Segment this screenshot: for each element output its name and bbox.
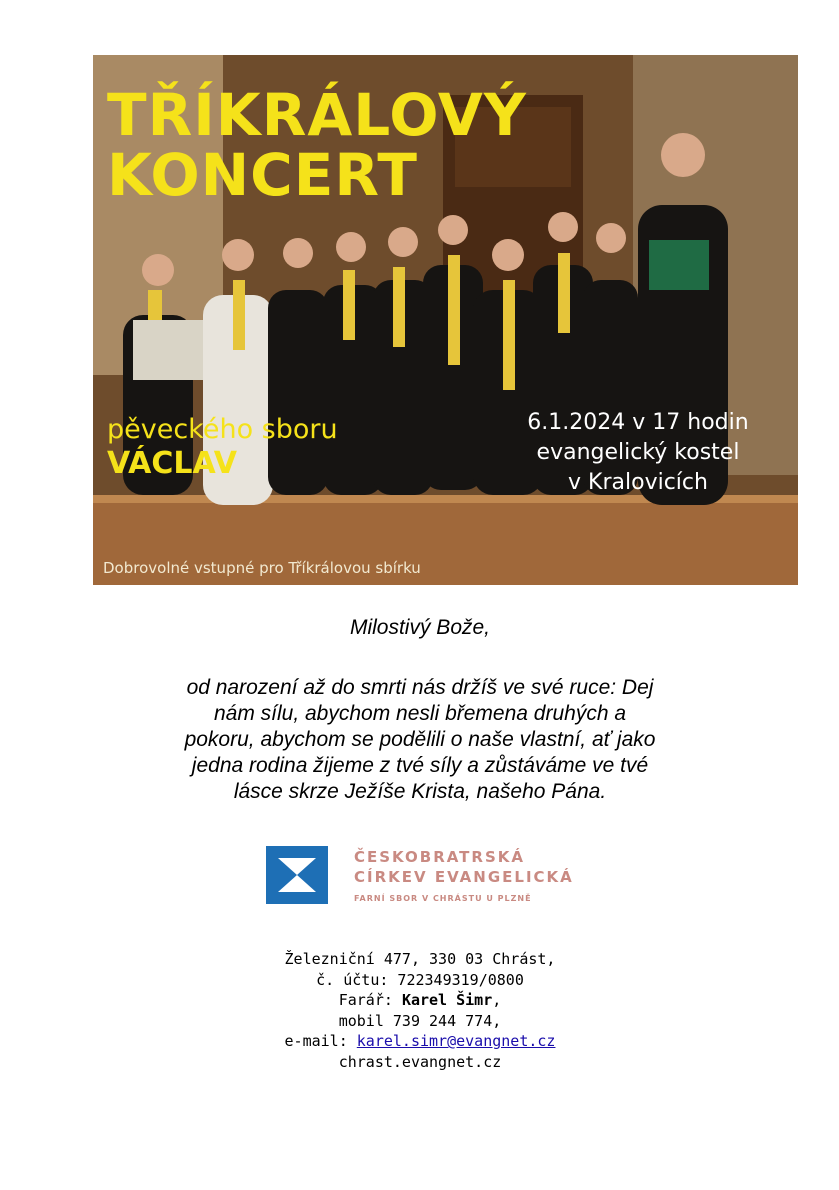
poster-title-line2: KONCERT bbox=[107, 141, 418, 209]
contact-address: Železniční 477, 330 03 Chrást, bbox=[284, 950, 556, 968]
prayer-line: od narození až do smrti nás držíš ve své ruce: Dej bbox=[186, 676, 654, 699]
contact-pastor bbox=[200, 990, 640, 1011]
poster-event-info bbox=[508, 408, 768, 498]
poster-title-line1: TŘÍKRÁLOVÝ bbox=[107, 81, 527, 149]
prayer-body bbox=[140, 675, 700, 805]
contact-email-prefix: e-mail: bbox=[284, 1032, 357, 1050]
contact-account: č. účtu: 722349319/0800 bbox=[316, 970, 524, 989]
poster-footnote: Dobrovolné vstupné pro Tříkrálovou sbírku bbox=[103, 559, 421, 577]
prayer-line: pokoru, abychom se podělili o naše vlastní, ať jako bbox=[184, 728, 656, 751]
contact-pastor-suffix: , bbox=[492, 991, 502, 1009]
contact-email-row bbox=[200, 1031, 640, 1052]
logo-text-line2: CÍRKEV EVANGELICKÁ bbox=[354, 868, 574, 886]
prayer-line: lásce skrze Ježíše Krista, našeho Pána. bbox=[233, 780, 607, 803]
contact-info bbox=[200, 949, 640, 1072]
poster-venue-line2: v Kralovicích bbox=[568, 470, 708, 495]
poster-venue-line1: evangelický kostel bbox=[536, 440, 740, 465]
chalice-cross-icon bbox=[266, 846, 328, 904]
contact-pastor-name: Karel Šimr bbox=[401, 991, 493, 1009]
church-logo bbox=[266, 846, 586, 908]
poster-date-time: 6.1.2024 v 17 hodin bbox=[527, 410, 749, 435]
contact-web: chrast.evangnet.cz bbox=[338, 1052, 502, 1071]
logo-text-line3: FARNÍ SBOR V CHRÁSTU U PLZNĚ bbox=[354, 894, 532, 903]
logo-text-line1: ČESKOBRATRSKÁ bbox=[354, 848, 526, 866]
poster-title bbox=[107, 81, 527, 209]
poster-choir-label: pěveckého sboru bbox=[107, 414, 338, 445]
poster-choir bbox=[107, 413, 338, 481]
poster-choir-name: VÁCLAV bbox=[107, 446, 237, 481]
contact-pastor-prefix: Farář: bbox=[338, 991, 402, 1009]
prayer-title: Milostivý Bože, bbox=[349, 616, 491, 639]
prayer-line: nám sílu, abychom nesli břemena druhých a bbox=[213, 702, 627, 725]
concert-poster bbox=[93, 55, 798, 585]
prayer-line: jedna rodina žijeme z tvé síly a zůstáváme ve tvé bbox=[191, 754, 649, 777]
contact-mobile: mobil 739 244 774, bbox=[338, 1011, 502, 1030]
email-link[interactable]: karel.simr@evangnet.cz bbox=[356, 1032, 556, 1050]
